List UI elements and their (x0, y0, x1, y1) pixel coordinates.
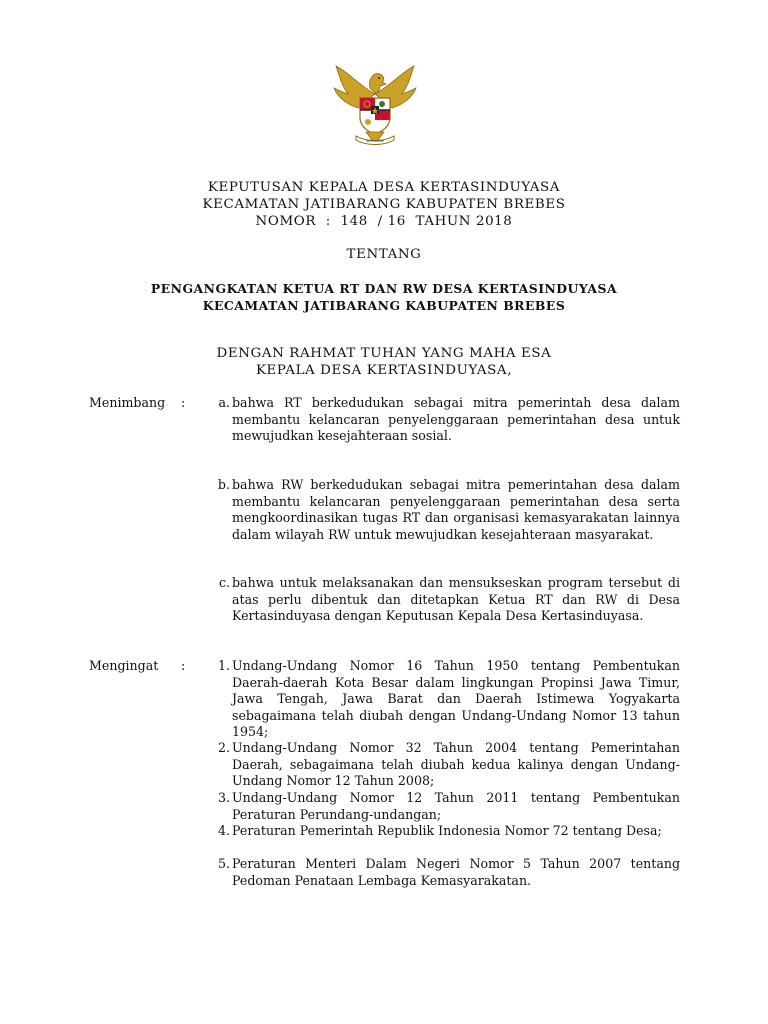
preamble-line-1: DENGAN RAHMAT TUHAN YANG MAHA ESA (216, 346, 552, 361)
decree-header (0, 179, 768, 230)
decree-title (0, 280, 768, 314)
list-item-marker: 3. (217, 790, 230, 805)
preamble (0, 345, 768, 379)
header-line-1: KEPUTUSAN KEPALA DESA KERTASINDUYASA (207, 180, 561, 195)
mengingat-label: Mengingat (89, 658, 159, 673)
garuda-emblem-icon (330, 64, 420, 150)
list-item-text: bahwa untuk melaksanakan dan mensukseskan program tersebut di atas perlu dibentuk dan ditetapkan Ketua RT dan RW di Desa Kertasinduyasa dengan Keputusan Kepala Desa Kertasinduyasa. (232, 575, 680, 624)
list-item-text: Undang-Undang Nomor 12 Tahun 2011 tentang Pembentukan Peraturan Perundang-undangan; (232, 790, 680, 822)
list-item-text: bahwa RW berkedudukan sebagai mitra pemerintahan desa dalam membantu kelancaran penyelenggaraan pemerintahan desa serta mengkoordinasikan tugas RT dan organisasi kemasyarakatan lainnya dalam wilayah RW untuk mewujudkan kesejahteraan masyarakat. (232, 477, 680, 542)
mengingat-colon: : (181, 658, 186, 673)
list-item-marker: 5. (217, 856, 230, 871)
list-item-text: Peraturan Pemerintah Republik Indonesia Nomor 72 tentang Desa; (232, 823, 662, 838)
header-line-3: NOMOR : 148 / 16 TAHUN 2018 (255, 214, 513, 229)
list-item-marker: a. (218, 395, 230, 410)
list-item-text: Undang-Undang Nomor 16 Tahun 1950 tentang Pembentukan Daerah-daerah Kota Besar dalam lingkungan Propinsi Jawa Timur, Jawa Tengah, Jawa Barat dan Daerah Istimewa Yogyakarta sebagaimana telah diubah dengan Undang-Undang Nomor 13 tahun 1954; (232, 658, 680, 740)
list-item-marker: 4. (217, 823, 230, 838)
list-item-marker: c. (218, 575, 230, 590)
menimbang-label: Menimbang (89, 395, 166, 410)
list-item-marker: 2. (217, 740, 230, 755)
tentang-heading: TENTANG (346, 247, 422, 262)
header-line-2: KECAMATAN JATIBARANG KABUPATEN BREBES (202, 197, 566, 212)
list-item-marker: b. (217, 477, 230, 492)
list-item-text: Peraturan Menteri Dalam Negeri Nomor 5 Tahun 2007 tentang Pedoman Penataan Lembaga Kemasyarakatan. (232, 856, 680, 888)
list-item-text: Undang-Undang Nomor 32 Tahun 2004 tentang Pemerintahan Daerah, sebagaimana telah diubah kedua kalinya dengan Undang-Undang Nomor 12 Tahun 2008; (232, 740, 680, 789)
preamble-line-2: KEPALA DESA KERTASINDUYASA, (255, 363, 513, 378)
menimbang-colon: : (181, 395, 186, 410)
list-item-marker: 1. (217, 658, 230, 673)
title-line-1: PENGANGKATAN KETUA RT DAN RW DESA KERTASINDUYASA (150, 281, 618, 296)
list-item-text: bahwa RT berkedudukan sebagai mitra pemerintah desa dalam membantu kelancaran penyelenggaraan pemerintahan desa untuk mewujudkan kesejahteraan sosial. (232, 395, 680, 444)
title-line-2: KECAMATAN JATIBARANG KABUPATEN BREBES (202, 298, 566, 313)
